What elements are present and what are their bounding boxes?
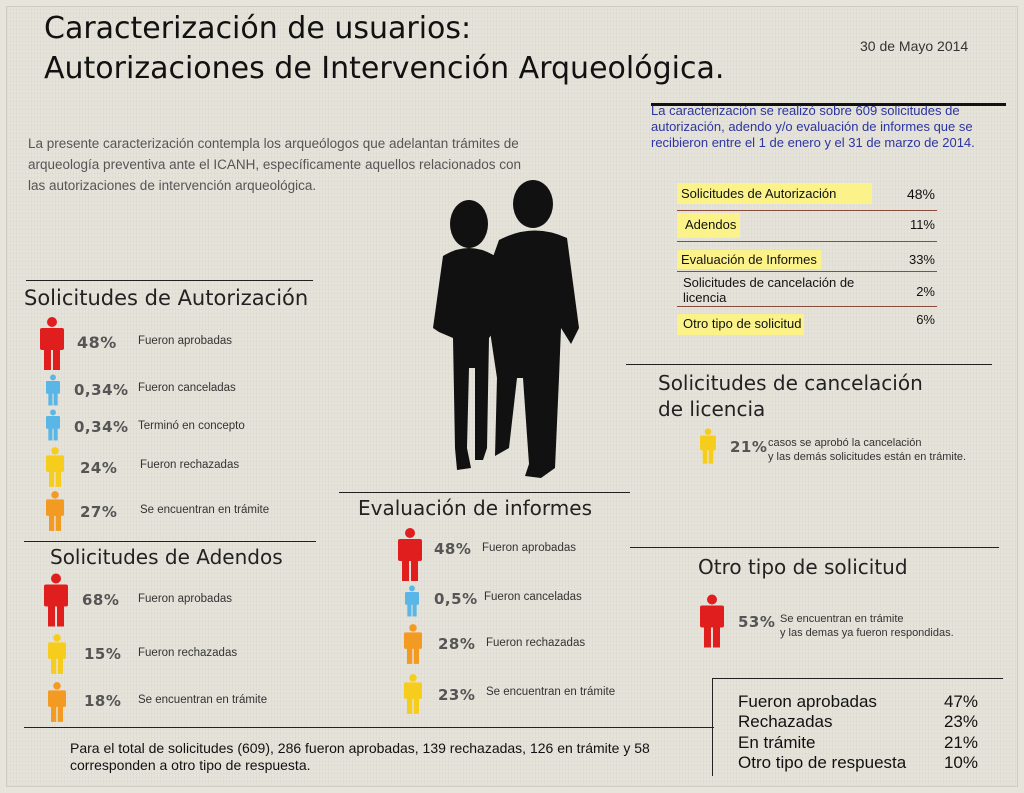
breakdown-divider — [677, 271, 937, 272]
summary-row — [738, 692, 978, 712]
date-label: 30 de Mayo 2014 — [860, 38, 969, 54]
item-label: Fueron aprobadas — [138, 593, 232, 605]
person-icon — [700, 592, 724, 650]
summary-label: En trámite — [738, 733, 816, 752]
pct-value: 15% — [84, 645, 122, 663]
breakdown-label: Evaluación de Informes — [677, 250, 821, 269]
pct-value: 28% — [438, 635, 476, 653]
intro-text: La presente caracterización contempla los arqueólogos que adelantan trámites de arqueología preventiva ante el ICANH, específicamente aquellos relacionados con las autorizaciones de intervención arqueológica. — [28, 136, 522, 193]
breakdown-value: 2% — [916, 284, 935, 299]
summary-value: 10% — [943, 753, 978, 772]
breakdown-row-adendos — [677, 217, 937, 232]
person-icon — [48, 682, 66, 722]
pct-value: 18% — [84, 692, 122, 710]
item-label: Terminó en concepto — [138, 420, 245, 432]
cancelacion-label — [768, 436, 966, 464]
item-label: Fueron rechazadas — [138, 647, 238, 659]
item-label: Se encuentran en trámite — [140, 504, 270, 516]
pct-value: 0,34% — [74, 418, 129, 436]
informes-title: Evaluación de informes — [358, 496, 592, 520]
pct-value: 53% — [738, 613, 776, 631]
person-icon — [405, 585, 419, 617]
section-rule — [26, 280, 313, 281]
summary-value: 47% — [943, 692, 978, 711]
breakdown-label: Solicitudes de cancelación de licencia — [683, 275, 855, 305]
section-rule — [24, 541, 316, 542]
pct-value: 48% — [77, 333, 117, 352]
person-icon — [404, 623, 422, 665]
pct-value: 0,5% — [434, 590, 478, 608]
pct-value: 23% — [438, 686, 476, 704]
item-label: Fueron aprobadas — [482, 542, 576, 554]
breakdown-divider — [677, 241, 937, 242]
person-icon — [46, 409, 60, 441]
breakdown-value: 33% — [908, 252, 935, 267]
person-icon — [46, 374, 60, 406]
breakdown-label: Adendos — [677, 213, 740, 238]
breakdown-value: 6% — [916, 312, 935, 327]
footer-text: Para el total de solicitudes (609), 286 fueron aprobadas, 139 rechazadas, 126 en trámite y 58 corresponden a otro tipo de respuesta. — [70, 740, 650, 773]
section-rule — [626, 364, 992, 365]
note-text: La caracterización se realizó sobre 609 solicitudes de autorización, adendo y/o evaluación de informes que se recibieron entre el 1 de enero y el 31 de marzo de 2014. — [651, 103, 975, 150]
title-line-2: Autorizaciones de Intervención Arqueológica. — [44, 51, 725, 86]
otro-title: Otro tipo de solicitud — [698, 555, 908, 579]
section-rule — [339, 492, 630, 493]
item-label: Fueron canceladas — [484, 591, 582, 603]
person-icon — [404, 673, 422, 715]
couple-silhouette — [425, 178, 585, 488]
cancelacion-title — [658, 370, 923, 422]
summary-row — [738, 733, 978, 753]
breakdown-row-cancelacion — [677, 275, 937, 305]
person-icon — [398, 527, 422, 582]
footer-rule — [24, 727, 714, 728]
pct-value: 48% — [434, 540, 472, 558]
person-icon — [700, 426, 716, 466]
breakdown-row-informes — [677, 252, 937, 267]
person-icon — [46, 447, 64, 487]
pct-value: 68% — [82, 591, 120, 609]
pct-value: 21% — [730, 438, 768, 456]
summary-label: Otro tipo de respuesta — [738, 753, 907, 772]
summary-row — [738, 712, 978, 732]
otro-label-line-1: Se encuentran en trámite — [780, 613, 904, 625]
person-icon — [40, 317, 64, 370]
adendos-title: Solicitudes de Adendos — [50, 545, 283, 569]
summary-value: 23% — [943, 712, 978, 731]
pct-value: 24% — [80, 459, 118, 477]
breakdown-label: Otro tipo de solicitud — [677, 314, 804, 335]
summary-value: 21% — [943, 733, 978, 752]
item-label: Fueron canceladas — [138, 382, 236, 394]
breakdown-divider — [677, 306, 937, 307]
breakdown-row-autorizacion — [677, 186, 937, 201]
pct-value: 27% — [80, 503, 118, 521]
breakdown-value: 11% — [909, 217, 935, 232]
otro-label — [780, 612, 954, 640]
pct-value: 0,34% — [74, 381, 129, 399]
item-label: Fueron aprobadas — [138, 335, 232, 347]
item-label: Se encuentran en trámite — [486, 686, 616, 698]
cancelacion-title-line-2: de licencia — [658, 397, 766, 421]
breakdown-row-otro — [677, 312, 937, 331]
item-label: Fueron rechazadas — [486, 637, 586, 649]
item-label: Se encuentran en trámite — [138, 694, 268, 706]
item-label: Fueron rechazadas — [140, 459, 240, 471]
person-icon — [48, 634, 66, 674]
breakdown-divider — [677, 210, 937, 211]
title-line-1: Caracterización de usuarios: — [44, 11, 472, 46]
cancelacion-title-line-1: Solicitudes de cancelación — [658, 371, 923, 395]
cancelacion-label-line-1: casos se aprobó la cancelación — [768, 437, 922, 449]
breakdown-label: Solicitudes de Autorización — [677, 183, 872, 204]
autorizacion-title: Solicitudes de Autorización — [24, 286, 309, 310]
breakdown-value: 48% — [906, 186, 935, 202]
summary-label: Fueron aprobadas — [738, 692, 877, 711]
summary-rule — [712, 678, 1003, 679]
summary-row — [738, 753, 978, 773]
cancelacion-label-line-2: y las demás solicitudes están en trámite. — [768, 451, 967, 463]
summary-label: Rechazadas — [738, 712, 833, 731]
person-icon — [46, 491, 64, 531]
person-icon — [44, 572, 68, 628]
section-rule — [630, 547, 999, 548]
otro-label-line-2: y las demas ya fueron respondidas. — [780, 627, 954, 639]
